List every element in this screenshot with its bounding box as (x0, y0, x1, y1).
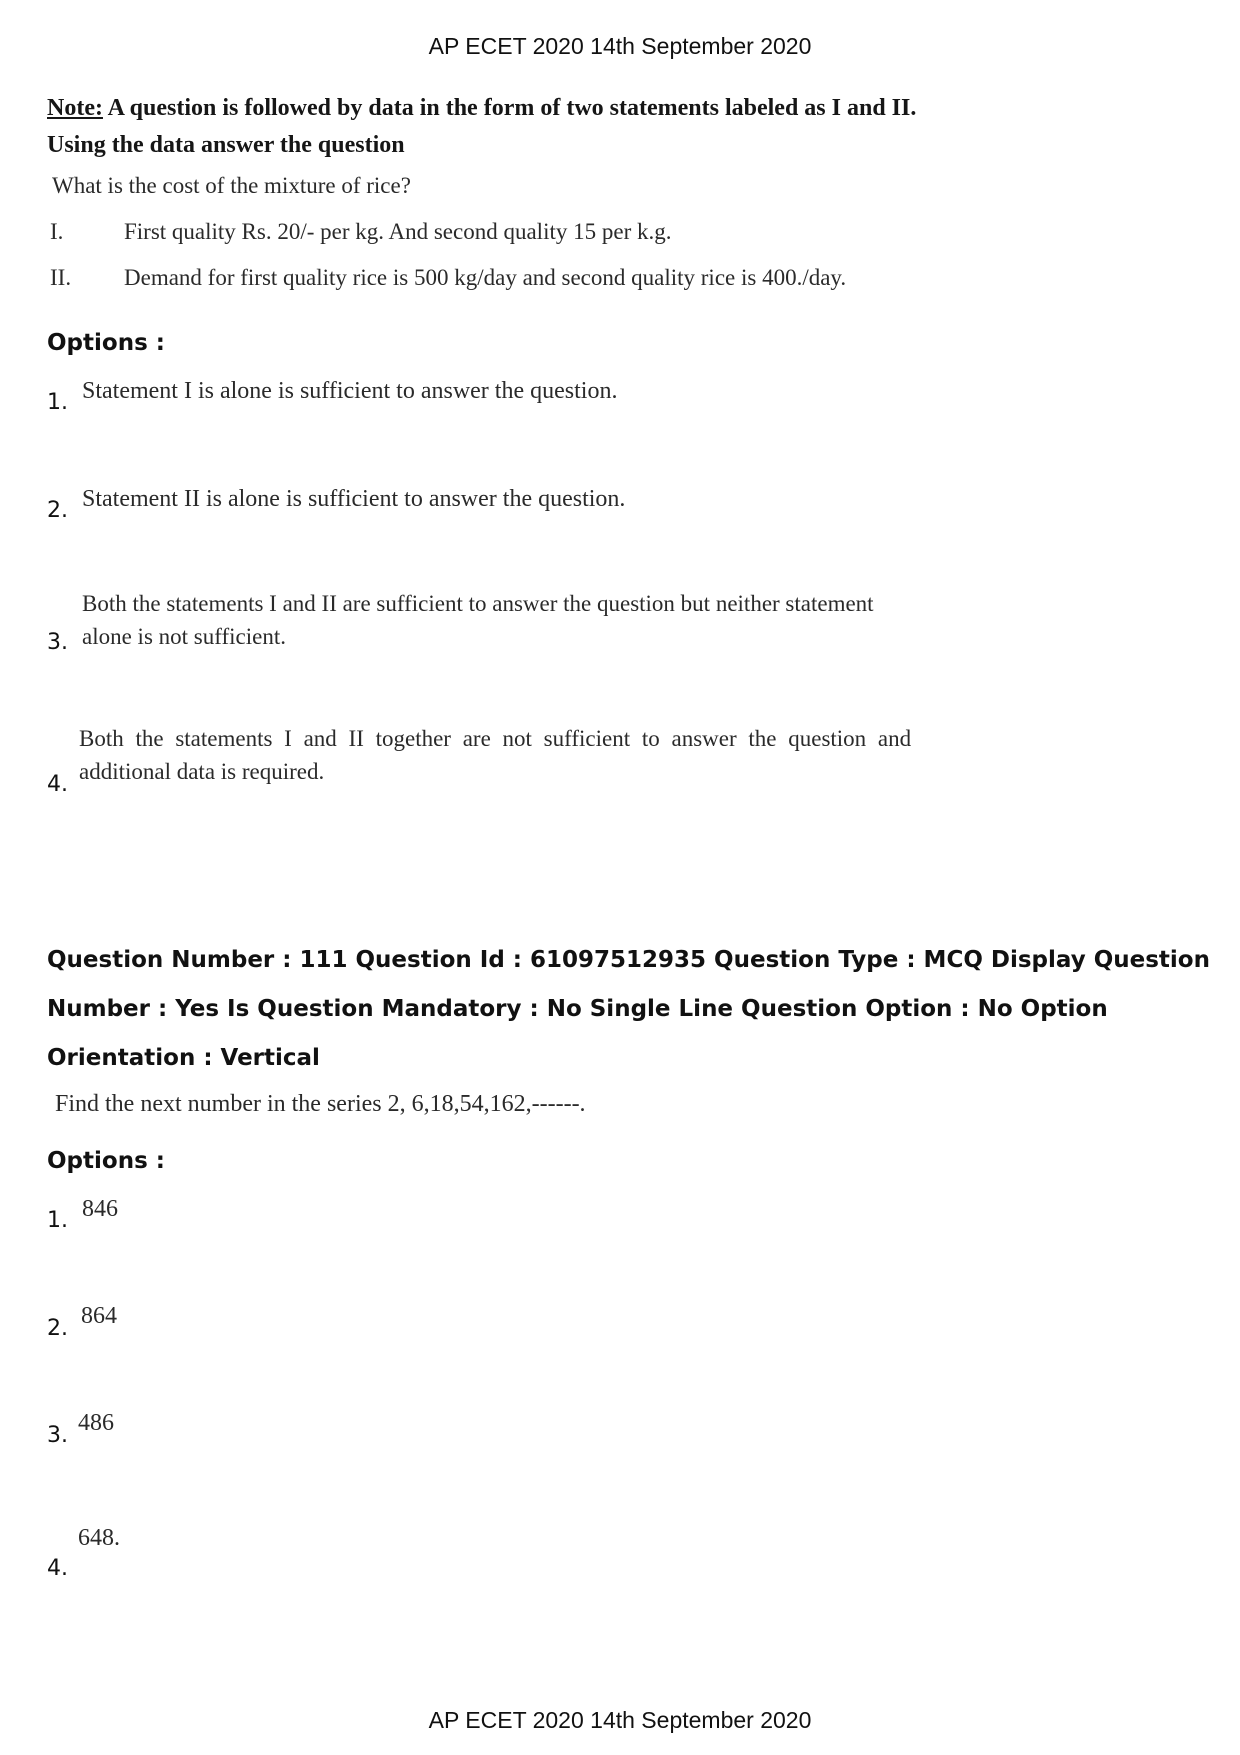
q2-option-3-number: 3. (47, 1423, 68, 1448)
q2-option-2-number: 2. (47, 1316, 68, 1341)
options-heading-2: Options : (47, 1148, 165, 1174)
q1-option-3-line-2: alone is not sufficient. (82, 624, 286, 649)
q1-option-3-text[interactable] (82, 587, 982, 653)
question-1-text: What is the cost of the mixture of rice? (52, 173, 411, 198)
metadata-line-1: Question Number : 111 Question Id : 61097512935 Question Type : MCQ Display Question (47, 947, 1210, 973)
q1-option-3-number: 3. (47, 630, 68, 655)
statement-2 (50, 265, 1050, 295)
q1-option-4-text[interactable] (79, 722, 979, 788)
statement-2-label: II. (50, 265, 72, 290)
q1-option-4-line-2: additional data is required. (79, 759, 325, 784)
note-block (47, 90, 1147, 164)
q1-option-2-text[interactable]: Statement II is alone is sufficient to answer the question. (82, 486, 626, 512)
statement-1-label: I. (50, 219, 64, 244)
page-footer: AP ECET 2020 14th September 2020 (428, 1707, 812, 1733)
q2-option-4-number: 4. (47, 1556, 68, 1581)
statement-2-text: Demand for first quality rice is 500 kg/day and second quality rice is 400./day. (124, 265, 847, 290)
q2-option-3-text[interactable]: 486 (78, 1410, 114, 1436)
question-2-text: Find the next number in the series 2, 6,18,54,162,------. (55, 1091, 586, 1117)
q1-option-3-line-1: Both the statements I and II are sufficient to answer the question but neither statement (82, 591, 874, 616)
options-heading-1: Options : (47, 330, 165, 356)
metadata-line-2: Number : Yes Is Question Mandatory : No Single Line Question Option : No Option (47, 996, 1108, 1022)
q1-option-4-number: 4. (47, 772, 68, 797)
q1-option-4-line-1: Both the statements I and II together are not sufficient to answer the question and (79, 726, 912, 751)
note-text: A question is followed by data in the form of two statements labeled as I and II. (102, 95, 917, 121)
q2-option-2-text[interactable]: 864 (81, 1303, 117, 1329)
statement-1 (50, 219, 1050, 249)
q2-option-1-text[interactable]: 846 (82, 1196, 118, 1222)
q2-option-1-number: 1. (47, 1208, 68, 1233)
question-2-metadata (47, 936, 1210, 1083)
note-line-1 (47, 90, 1147, 127)
q1-option-1-text[interactable]: Statement I is alone is sufficient to answer the question. (82, 378, 618, 404)
note-label: Note: (47, 95, 103, 121)
statement-1-text: First quality Rs. 20/- per kg. And second quality 15 per k.g. (124, 219, 672, 244)
page-header: AP ECET 2020 14th September 2020 (428, 33, 812, 59)
q1-option-2-number: 2. (47, 498, 68, 523)
q2-option-4-text[interactable]: 648. (78, 1525, 120, 1551)
metadata-line-3: Orientation : Vertical (47, 1045, 320, 1071)
note-line-2: Using the data answer the question (47, 132, 405, 158)
q1-option-1-number: 1. (47, 390, 68, 415)
